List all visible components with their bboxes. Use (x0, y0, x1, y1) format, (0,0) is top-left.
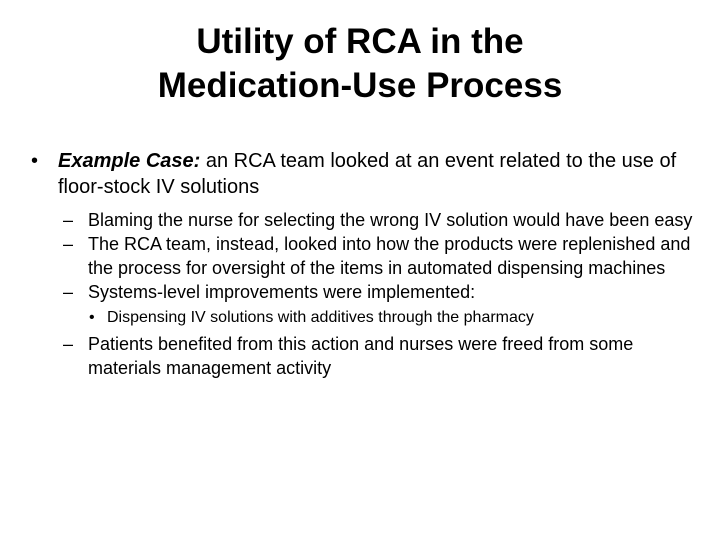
bullet-example-case (31, 148, 703, 200)
slide-body (0, 148, 720, 380)
sub-bullet-text: Systems-level improvements were implemented: (88, 282, 476, 302)
bullet-text: an RCA team looked at an event related to the use of floor-stock IV solutions (58, 150, 677, 198)
dash-marker: – (63, 334, 74, 354)
dash-marker: – (63, 210, 74, 230)
sub-bullet-rca-team (63, 232, 700, 280)
dash-marker: – (63, 234, 74, 254)
slide-title-line-2: Medication-Use Process (157, 66, 563, 105)
sub-bullet-systems-level (63, 280, 700, 304)
sub-bullet-text: Patients benefited from this action and nurses were freed from some materials management activity (88, 334, 634, 378)
sub-sub-bullet-text: Dispensing IV solutions with additives through the pharmacy (107, 309, 534, 326)
sub-bullet-blaming (63, 208, 700, 232)
bullet-marker: • (31, 150, 39, 172)
sub-bullet-text: The RCA team, instead, looked into how the products were replenished and the process for oversight of the items in automated dispensing machines (88, 234, 691, 278)
sub-bullet-text: Blaming the nurse for selecting the wrong IV solution would have been easy (88, 210, 693, 230)
slide-title (60, 20, 660, 108)
bullet-lead-text: Example Case: (58, 150, 201, 172)
bullet-marker: • (89, 309, 95, 326)
slide-title-line-1: Utility of RCA in the (196, 22, 524, 61)
sub-sub-bullet-dispensing (89, 306, 707, 330)
dash-marker: – (63, 282, 74, 302)
sub-bullet-patients-benefited (63, 332, 700, 380)
